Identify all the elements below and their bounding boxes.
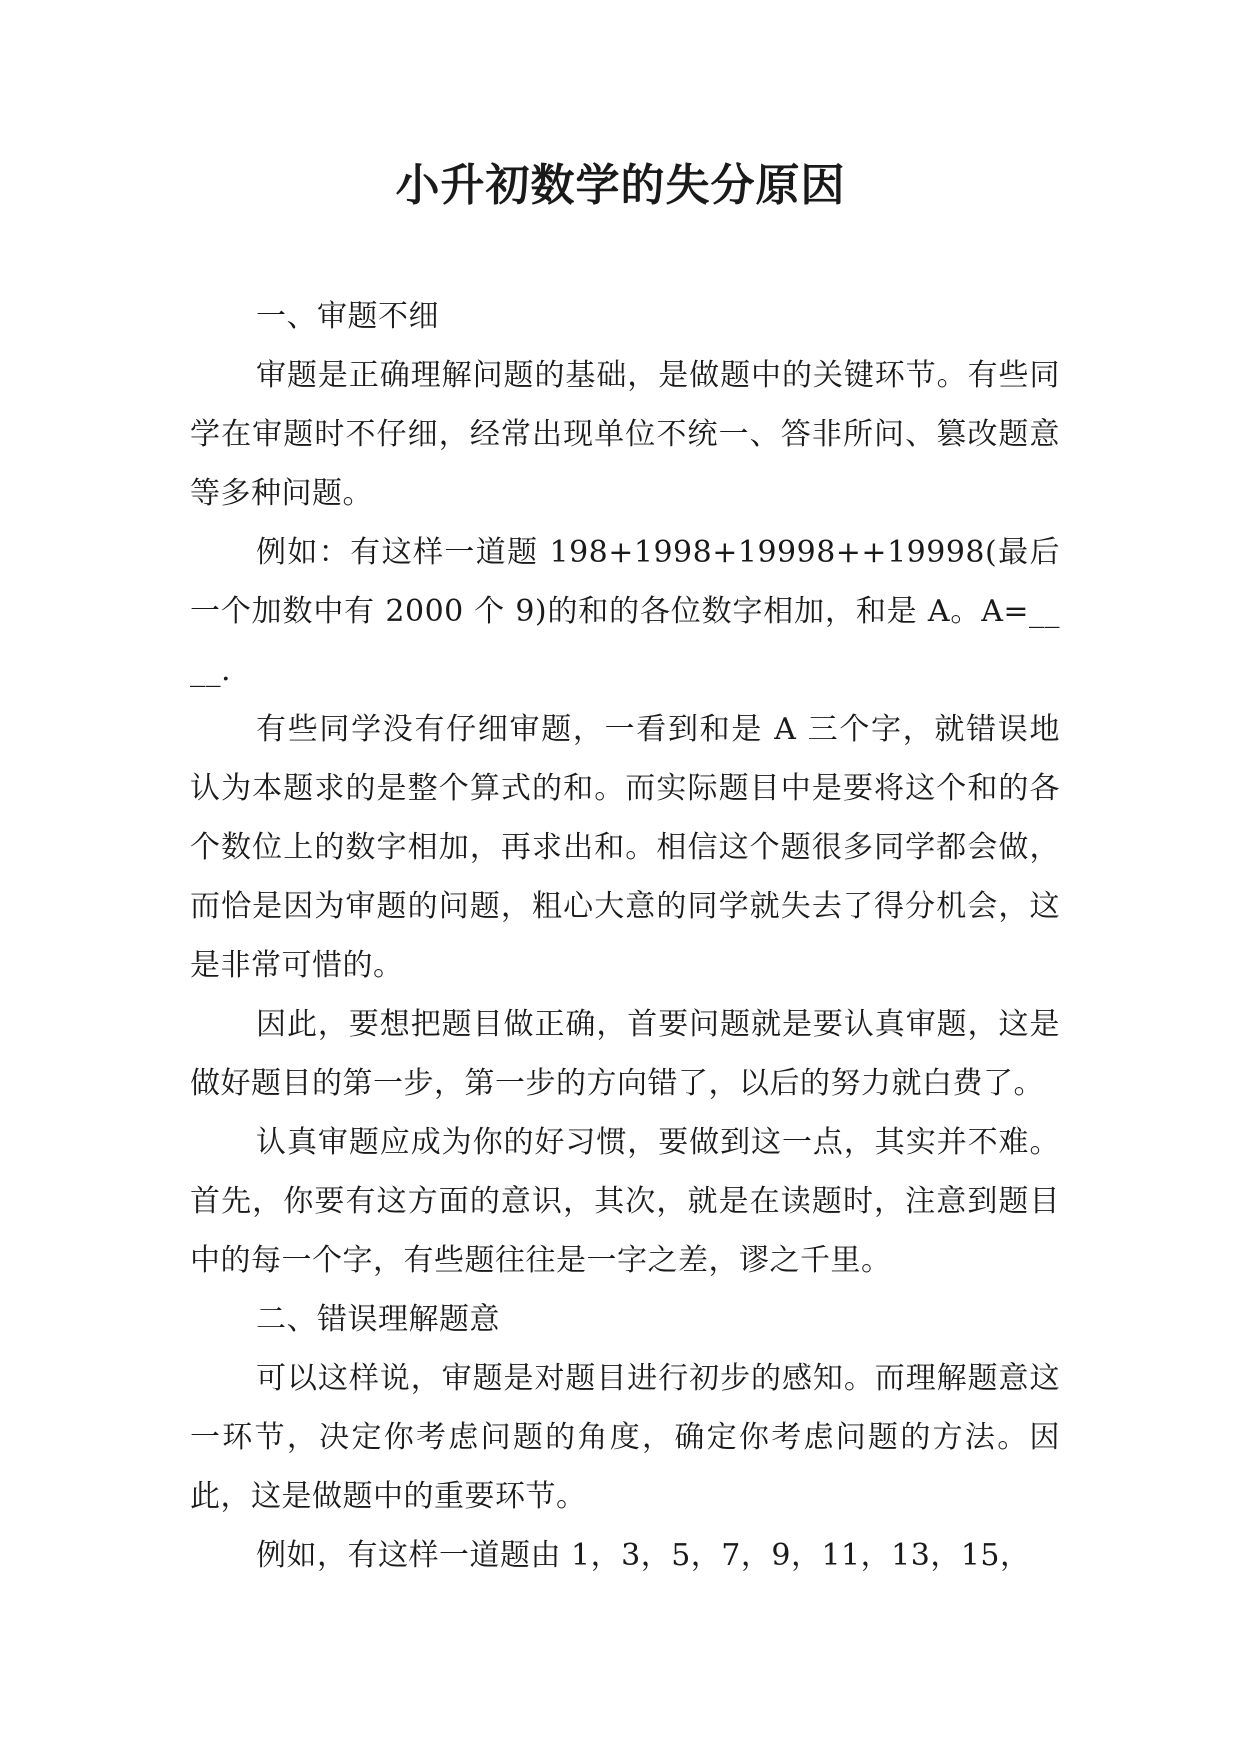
paragraph: 有些同学没有仔细审题，一看到和是 A 三个字，就错误地认为本题求的是整个算式的和。而实际题目中是要将这个和的各个数位上的数字相加，再求出和。相信这个题很多同学都会做，而恰是因为审题的问题，粗心大意的同学就失去了得分机会，这是非常可惜的。 bbox=[190, 712, 1060, 983]
document-title: 小升初数学的失分原因 bbox=[395, 160, 846, 211]
paragraph: 审题是正确理解问题的基础，是做题中的关键环节。有些同学在审题时不仔细，经常出现单位不统一、答非所问、篡改题意等多种问题。 bbox=[190, 358, 1060, 511]
paragraph: 因此，要想把题目做正确，首要问题就是要认真审题，这是做好题目的第一步，第一步的方向错了，以后的努力就白费了。 bbox=[190, 1007, 1060, 1101]
paragraph: 认真审题应成为你的好习惯，要做到这一点，其实并不难。首先，你要有这方面的意识，其次，就是在读题时，注意到题目中的每一个字，有些题往往是一字之差，谬之千里。 bbox=[190, 1125, 1060, 1278]
section-heading-2: 二、错误理解题意 bbox=[256, 1302, 500, 1337]
paragraph: 可以这样说，审题是对题目进行初步的感知。而理解题意这一环节，决定你考虑问题的角度，确定你考虑问题的方法。因此，这是做题中的重要环节。 bbox=[190, 1361, 1060, 1514]
paragraph-example-2: 例如，有这样一道题由 1，3，5，7，9，11，13，15， bbox=[256, 1538, 1031, 1573]
paragraph-example-1: 例如：有这样一道题 198+1998+19998++19998(最后一个加数中有 2000 个 9)的和的各位数字相加，和是 A。A=____. bbox=[190, 535, 1060, 688]
section-heading-1: 一、审题不细 bbox=[256, 299, 439, 334]
document-body bbox=[190, 287, 1060, 1585]
